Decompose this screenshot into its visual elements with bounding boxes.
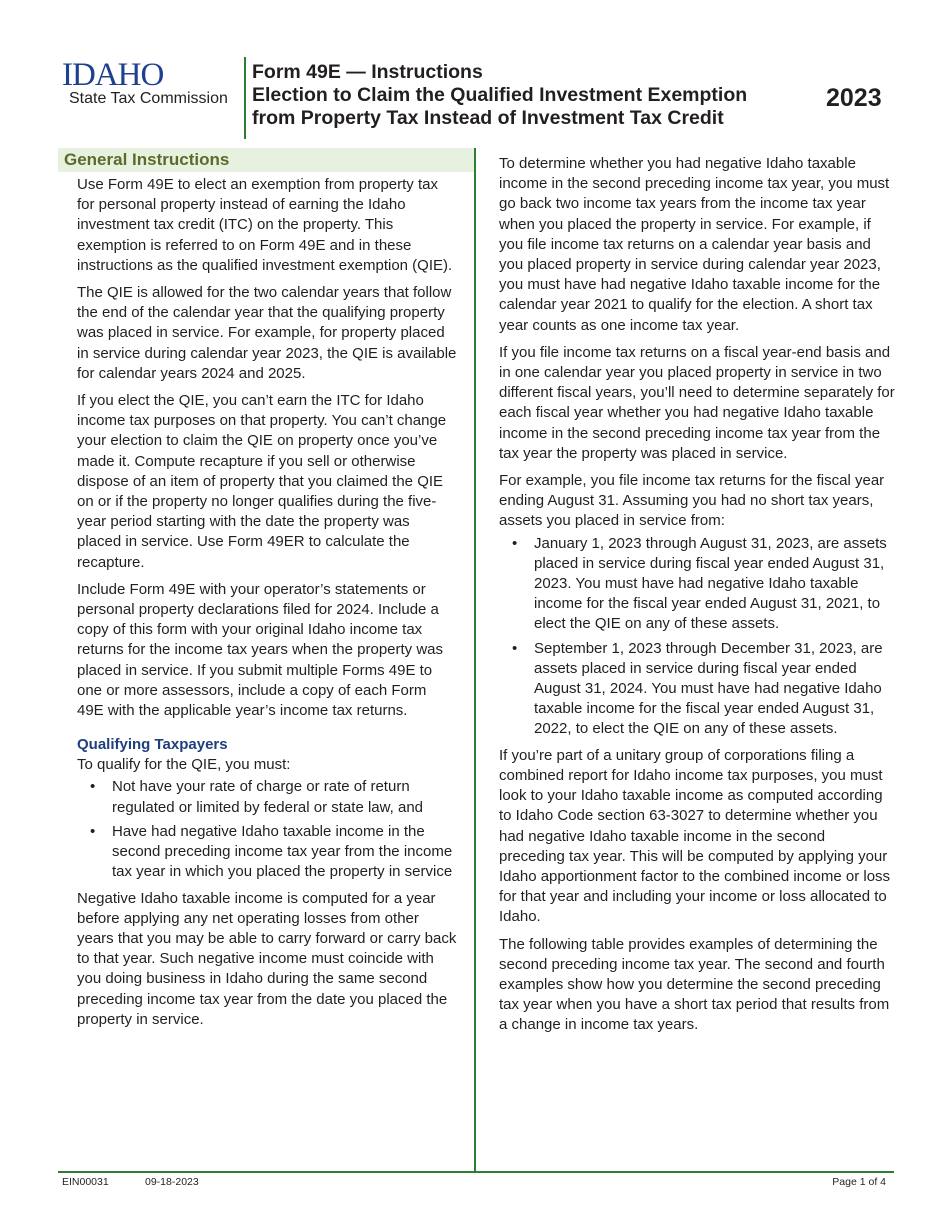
section-heading: General Instructions xyxy=(64,150,230,169)
sub-heading-qualifying-taxpayers: Qualifying Taxpayers xyxy=(77,736,228,754)
qualifying-list xyxy=(77,777,457,882)
left-column xyxy=(77,175,457,1037)
section-heading-bar xyxy=(58,148,474,172)
paragraph: If you’re part of a unitary group of corporations filing a combined report for Idaho income tax purposes, you must look to your Idaho taxable income as computed according to Idaho Code section 63-3027 to determine whether you had negative Idaho taxable income in the second preceding tax year. This will be computed by applying your Idaho apportionment factor to the combined income or loss for that year and including your income or loss allocated to Idaho. xyxy=(499,746,891,926)
header-divider xyxy=(244,57,246,139)
form-title-line-1: Form 49E — Instructions xyxy=(252,61,483,83)
footer-divider xyxy=(58,1171,894,1173)
paragraph: To qualify for the QIE, you must: xyxy=(77,756,291,774)
idaho-logo xyxy=(62,58,242,110)
paragraph: The following table provides examples of determining the second preceding income tax year. The second and fourth examples show how you determine the second preceding tax year when you have a short tax period that results from a change in income tax years. xyxy=(499,935,890,1034)
logo-wordmark: IDAHO xyxy=(62,57,164,93)
list-item: • Not have your rate of charge or rate of return regulated or limited by federal or state law, and xyxy=(77,777,457,817)
paragraph: To determine whether you had negative Idaho taxable income in the second preceding income tax year, you must go back two income tax years from the income tax year when you placed the property in service. For example, if you file income tax returns on a calendar year basis and you placed property in service during calendar year 2023, you must have had negative Idaho taxable income for the calendar year 2021 to qualify for the election. A short tax year counts as one income tax year. xyxy=(499,155,890,334)
paragraph: Include Form 49E with your operator’s statements or personal property declarations filed for 2024. Include a copy of this form with your original Idaho income tax returns for the income tax years when the property was placed in service. If you submit multiple Forms 49E to one or more assessors, include a copy of each Form 49E with the applicable year’s income tax returns. xyxy=(77,580,444,720)
paragraph: The QIE is allowed for the two calendar years that follow the end of the calendar year that the qualifying property was placed in service. For example, for property placed in service during calendar year 2023, the QIE is available for calendar years 2024 and 2025. xyxy=(77,284,457,382)
page-number: Page 1 of 4 xyxy=(832,1176,886,1188)
paragraph: For example, you file income tax returns for the fiscal year ending August 31. Assuming you had no short tax years, assets you placed in service from: xyxy=(499,472,885,530)
list-item: • January 1, 2023 through August 31, 2023, are assets placed in service during fiscal year ended August 31, 2023. You must have had negative Idaho taxable income for the fiscal year ended August 31, 2021, to elect the QIE on any of these assets. xyxy=(499,534,895,635)
list-item: • Have had negative Idaho taxable income in the second preceding income tax year from the income tax year in which you placed the property in service xyxy=(77,822,457,883)
paragraph: If you file income tax returns on a fiscal year-end basis and in one calendar year you placed property in service in two different fiscal years, you’ll need to determine separately for each fiscal year whether you had negative Idaho taxable income in the second preceding income tax year from the tax year the property was placed in service. xyxy=(499,343,895,462)
paragraph: Negative Idaho taxable income is computed for a year before applying any net operating losses from other years that you may be able to carry forward or carry back to that year. Such negative income must coincide with you doing business in Idaho during the same second preceding income tax year from the date you placed the property in service. xyxy=(77,889,457,1028)
fiscal-year-list xyxy=(499,534,895,740)
paragraph: If you elect the QIE, you can’t earn the ITC for Idaho income tax purposes on that property. You can’t change your election to claim the QIE on property once you’ve made it. Compute recapture if you sell or otherwise dispose of an item of property that you claimed the QIE on or if the property no longer qualifies during the five-year period starting with the date the property was placed in service. Use Form 49ER to calculate the recapture. xyxy=(77,392,447,571)
paragraph: Use Form 49E to elect an exemption from property tax for personal property instead of earning the Idaho investment tax credit (ITC) on the property. This exemption is referred to on Form 49E and in these instructions as the qualified investment exemption (QIE). xyxy=(77,176,453,274)
logo-subtitle: State Tax Commission xyxy=(69,90,228,107)
form-title-line-2: Election to Claim the Qualified Investment Exemption xyxy=(252,84,748,106)
form-code: EIN00031 xyxy=(62,1176,109,1188)
revision-date: 09-18-2023 xyxy=(145,1176,199,1188)
list-item: • September 1, 2023 through December 31, 2023, are assets placed in service during fiscal year ended August 31, 2024. You must have had negative Idaho taxable income for the fiscal year ended August 31, 2022, to elect the QIE on any of these assets. xyxy=(499,639,895,740)
form-title-line-3: from Property Tax Instead of Investment Tax Credit xyxy=(252,107,724,129)
right-column xyxy=(499,154,895,1043)
form-title xyxy=(252,61,747,130)
tax-year: 2023 xyxy=(826,84,882,112)
column-divider xyxy=(474,148,476,1172)
